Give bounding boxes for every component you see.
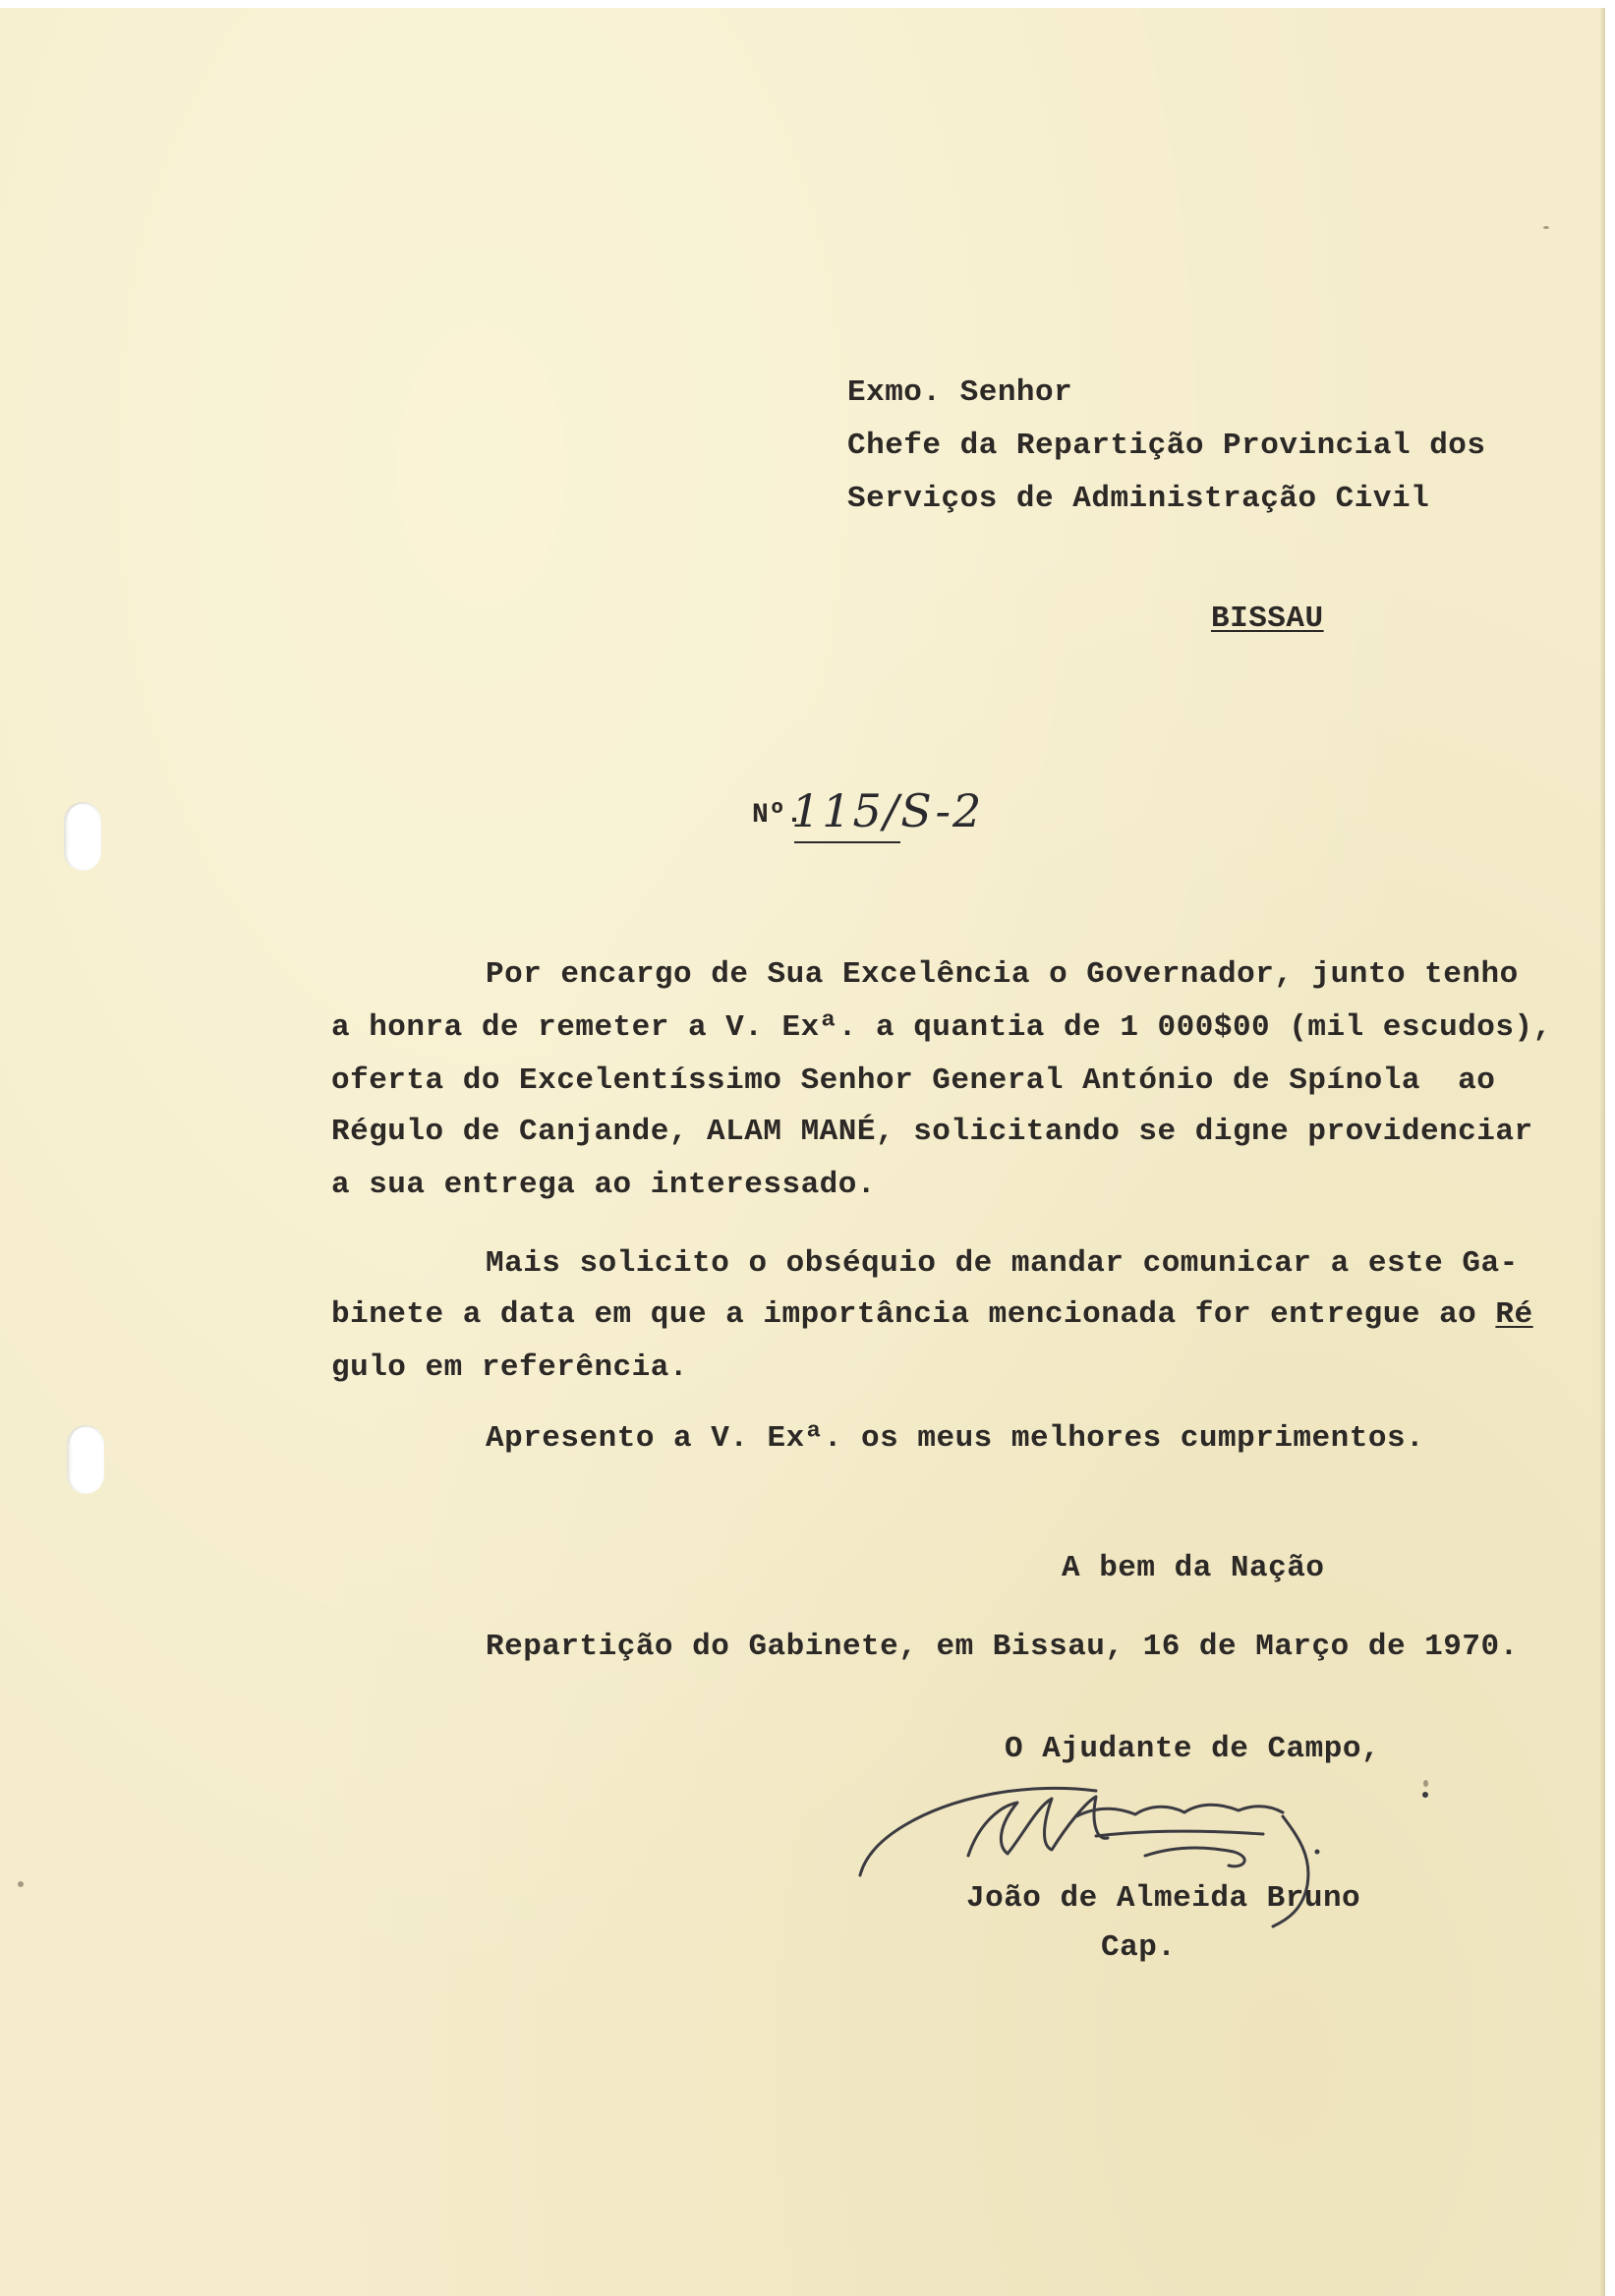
body-p1-line5: a sua entrega ao interessado. <box>331 1168 876 1202</box>
punch-hole-bottom <box>67 1425 104 1494</box>
body-p3-line1: Apresento a V. Exª. os meus melhores cumprimentos. <box>486 1421 1425 1456</box>
paper-speck <box>18 1881 24 1887</box>
recipient-title-line2: Serviços de Administração Civil <box>847 482 1430 516</box>
paper-edge <box>1599 8 1605 2296</box>
body-p1-line1: Por encargo de Sua Excelência o Governador, junto tenho <box>486 957 1519 992</box>
closing-signer-name: João de Almeida Bruno <box>966 1881 1361 1916</box>
reference-handwritten-number: 115/S-2 <box>791 784 984 837</box>
body-p1-line2: a honra de remeter a V. Exª. a quantia de 1 000$00 (mil escudos), <box>331 1010 1552 1045</box>
recipient-city: BISSAU <box>1211 602 1324 636</box>
paper-speck <box>1543 226 1549 229</box>
recipient-title-line1: Chefe da Repartição Provincial dos <box>847 429 1486 463</box>
punch-hole-top <box>64 802 101 871</box>
closing-motto: A bem da Nação <box>1062 1551 1325 1585</box>
reference-prefix: Nº. <box>752 800 803 831</box>
body-p2-line3: gulo em referência. <box>331 1350 688 1385</box>
body-p2-line2-underlined: Ré <box>1495 1297 1533 1332</box>
closing-place-date: Repartição do Gabinete, em Bissau, 16 de Março de 1970. <box>486 1630 1519 1664</box>
body-p2-line2 <box>331 1299 1533 1330</box>
closing-signer-rank: Cap. <box>1101 1930 1177 1965</box>
reference-underline <box>794 841 900 843</box>
body-p1-line3: oferta do Excelentíssimo Senhor General António de Spínola ao <box>331 1063 1496 1098</box>
closing-signer-role: O Ajudante de Campo, <box>1005 1732 1381 1766</box>
body-p2-line2-text: binete a data em que a importância mencionada for entregue ao <box>331 1297 1496 1332</box>
recipient-salutation: Exmo. Senhor <box>847 375 1073 410</box>
letter-page <box>0 8 1605 2296</box>
body-p1-line4: Régulo de Canjande, ALAM MANÉ, solicitando se digne providenciar <box>331 1115 1533 1149</box>
body-p2-line1: Mais solicito o obséquio de mandar comunicar a este Ga- <box>486 1246 1519 1281</box>
